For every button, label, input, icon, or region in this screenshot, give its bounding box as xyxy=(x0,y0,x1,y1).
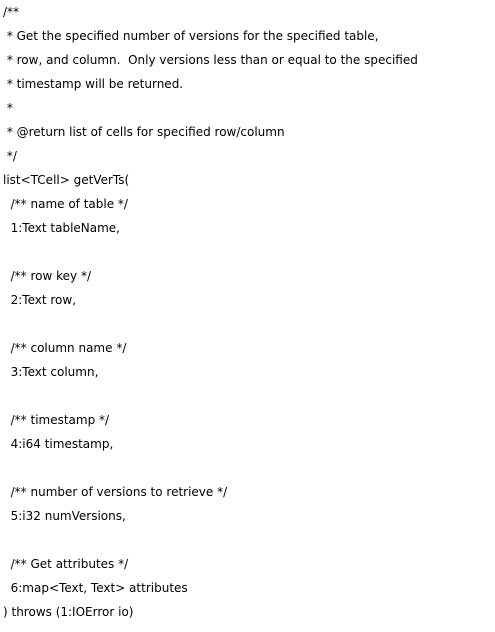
blank-line xyxy=(3,456,491,480)
doc-comment-line: * timestamp will be returned. xyxy=(3,77,184,91)
param-timestamp: 4:i64 timestamp, xyxy=(3,437,114,451)
blank-line xyxy=(3,312,491,336)
param-comment-row: /** row key */ xyxy=(3,269,91,283)
doc-comment-line: * row, and column. Only versions less than or equal to the specified xyxy=(3,53,418,67)
comment-open: /** xyxy=(3,5,20,19)
blank-line xyxy=(3,240,491,264)
param-column: 3:Text column, xyxy=(3,365,99,379)
param-row: 2:Text row, xyxy=(3,293,77,307)
code-block xyxy=(3,0,491,624)
blank-line xyxy=(3,384,491,408)
function-signature: list<TCell> getVerTs( xyxy=(3,173,130,187)
param-comment-num-versions: /** number of versions to retrieve */ xyxy=(3,485,228,499)
blank-line xyxy=(3,528,491,552)
param-comment-column: /** column name */ xyxy=(3,341,127,355)
param-comment-attributes: /** Get attributes */ xyxy=(3,557,129,571)
param-table-name: 1:Text tableName, xyxy=(3,221,120,235)
param-attributes: 6:map<Text, Text> attributes xyxy=(3,581,188,595)
comment-close: */ xyxy=(3,149,17,163)
doc-comment-return: * @return list of cells for specified row/column xyxy=(3,125,285,139)
throws-clause: ) throws (1:IOError io) xyxy=(3,605,134,619)
param-comment-timestamp: /** timestamp */ xyxy=(3,413,110,427)
param-num-versions: 5:i32 numVersions, xyxy=(3,509,126,523)
doc-comment-line: * xyxy=(3,101,13,115)
param-comment-table: /** name of table */ xyxy=(3,197,128,211)
doc-comment-line: * Get the specified number of versions for the specified table, xyxy=(3,29,379,43)
